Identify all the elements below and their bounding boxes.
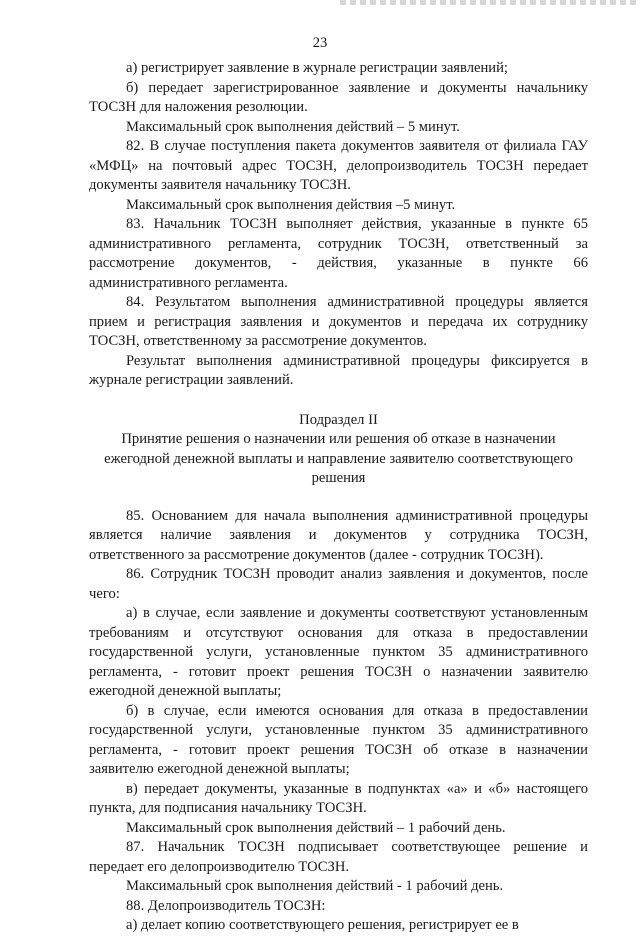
paragraph: а) в случае, если заявление и документы соответствуют установленным требованиям и отсутствуют основания для отказа в предоставлении государственной услуги, установленные пунктом 35 административного регламента, - готовит проект решения ТОСЗН о назначении заявителю ежегодной денежной выплаты; — [89, 605, 588, 699]
paragraph: б) передает зарегистрированное заявление и документы начальнику ТОСЗН для наложения резолюции. — [89, 79, 588, 115]
paragraph: а) делает копию соответствующего решения, регистрирует ее в — [126, 917, 519, 933]
section-title: Принятие решения о назначении или решения об отказе в назначении ежегодной денежной выплаты и направление заявителю соответствующего решения — [104, 431, 573, 486]
page-number: 23 — [312, 35, 328, 51]
paragraph: 88. Делопроизводитель ТОСЗН: — [126, 897, 326, 914]
paragraph: в) передает документы, указанные в подпунктах «а» и «б» настоящего пункта, для подписания начальнику ТОСЗН. — [89, 780, 588, 816]
paragraph: 87. Начальник ТОСЗН подписывает соответствующее решение и передает его делопроизводителю ТОСЗН. — [89, 839, 588, 875]
paragraph: Максимальный срок выполнения действий – 1 рабочий день. — [126, 819, 506, 836]
paragraph: 85. Основанием для начала выполнения административной процедуры является наличие заявления и документов у сотрудника ТОСЗН, ответственного за рассмотрение документов (далее - сотрудник ТОСЗН). — [89, 507, 588, 563]
paragraph: Максимальный срок выполнения действия –5 минут. — [126, 196, 456, 213]
paragraph: 83. Начальник ТОСЗН выполняет действия, указанные в пункте 65 административного регламента, сотрудник ТОСЗН, ответственный за рассмотрение документов, - действия, указанные в пункте 66 административного регламента. — [89, 216, 588, 291]
paragraph: а) регистрирует заявление в журнале регистрации заявлений; — [126, 60, 508, 76]
paragraph: Максимальный срок выполнения действий - 1 рабочий день. — [126, 878, 504, 894]
document-body — [89, 59, 588, 936]
paragraph: 82. В случае поступления пакета документов заявителя от филиала ГАУ «МФЦ» на почтовый адрес ТОСЗН, делопроизводитель ТОСЗН передает документы заявителя начальнику ТОСЗН. — [89, 138, 588, 193]
paragraph: Максимальный срок выполнения действий – 5 минут. — [126, 118, 460, 135]
paragraph: Результат выполнения административной процедуры фиксируется в журнале регистрации заявлений. — [89, 352, 588, 388]
scan-header-mark — [340, 0, 640, 5]
paragraph: б) в случае, если имеются основания для отказа в предоставлении государственной услуги, установленные пунктом 35 административного регламента, - готовит проект решения ТОСЗН об отказе в назначении заявителю ежегодной денежной выплаты; — [89, 702, 588, 777]
section-label: Подраздел II — [299, 411, 378, 428]
paragraph: 84. Результатом выполнения административной процедуры является прием и регистрация заявления и документов и передача их сотруднику ТОСЗН, ответственному за рассмотрение документов. — [89, 294, 588, 349]
paragraph: 86. Сотрудник ТОСЗН проводит анализ заявления и документов, после чего: — [89, 566, 588, 602]
